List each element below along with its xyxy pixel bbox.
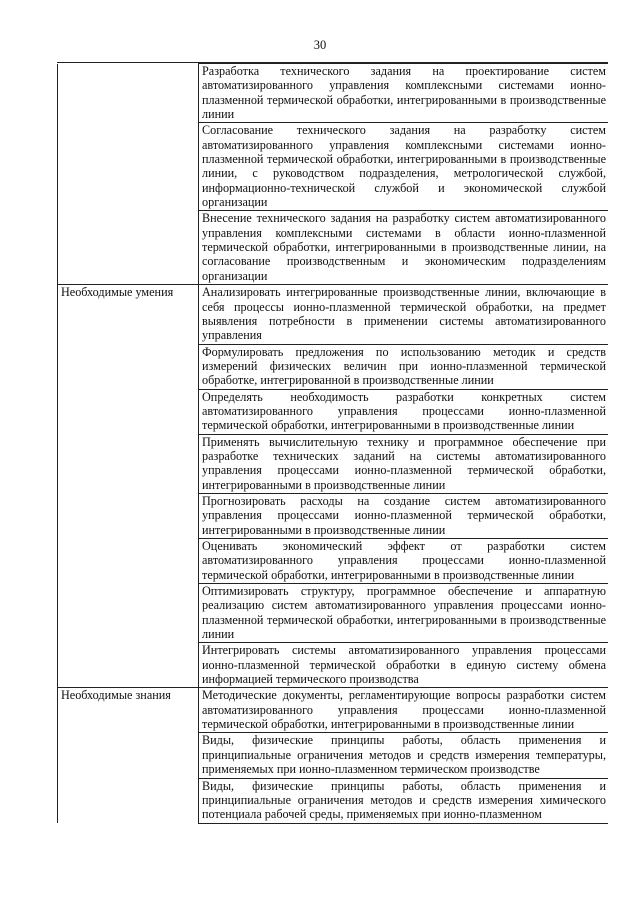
list-item: Разработка технического задания на проектирование систем автоматизированного управления комплексными системами ионно-плазменной термической обработки, интегрированными в производственные линии	[202, 64, 606, 122]
list-item: Формулировать предложения по использованию методик и средств измерений физических величин при ионно-плазменной термической обработке, интегрированной в производственные линии	[202, 344, 606, 388]
list-item: Анализировать интегрированные производственные линии, включающие в себя процессы ионно-плазменной термической обработки, на предмет выявления потребности в применении системы автоматизированного управления	[202, 285, 606, 343]
list-item: Применять вычислительную технику и программное обеспечение при разработке технических заданий на системы автоматизированного управления процессами ионно-плазменной термической обработки, интегрированными в производственные линии	[202, 434, 606, 492]
list-item: Оценивать экономический эффект от разработки систем автоматизированного управления процессами ионно-плазменной термической обработки, интегрированными в производственные линии	[202, 539, 606, 582]
table-cell	[199, 688, 609, 733]
table-cell	[199, 285, 609, 344]
list-item: Согласование технического задания на разработку систем автоматизированного управления комплексными системами ионно-плазменной термической обработки, интегрированными в производственные линии, с руководством подразделения, метрологической службой, информационно-технической службой и экономической службой организации	[202, 123, 606, 210]
table-frame	[57, 62, 608, 902]
list-item: Оптимизировать структуру, программное обеспечение и аппаратную реализацию систем автоматизированного управления процессами ионно-плазменной термической обработки, интегрированными в производственные линии	[202, 584, 606, 642]
list-item: Методические документы, регламентирующие вопросы разработки систем автоматизированного управления процессами ионно-плазменной термической обработки, интегрированными в производственные линии	[202, 688, 606, 732]
list-item: Интегрировать системы автоматизированного управления процессами ионно-плазменной термической обработки в единую систему обмена информацией термического производства	[202, 643, 606, 687]
table-cell	[199, 778, 609, 823]
table-cell	[199, 389, 609, 434]
table-cell	[199, 493, 609, 538]
list-item: Виды, физические принципы работы, область применения и принципиальные ограничения методов и средств измерения температуры, применяемых при ионно-плазменном термическом производстве	[202, 733, 606, 777]
section-label-cell	[58, 688, 199, 823]
section-label-cell	[58, 64, 199, 285]
table-cell	[199, 539, 609, 584]
table-cell	[199, 211, 609, 285]
table-cell	[199, 64, 609, 123]
section-label-skills: Необходимые умения	[61, 285, 174, 300]
table-cell	[199, 584, 609, 643]
table-row	[58, 285, 609, 344]
page-number: 30	[313, 38, 327, 52]
table-row	[58, 64, 609, 123]
list-item: Определять необходимость разработки конкретных систем автоматизированного управления процессами ионно-плазменной термической обработки, интегрированными в производственные линии	[202, 389, 606, 433]
table-cell	[199, 643, 609, 688]
requirements-table	[57, 63, 608, 824]
table-row	[58, 688, 609, 733]
table-cell	[199, 733, 609, 778]
section-label-cell	[58, 285, 199, 688]
table-cell	[199, 434, 609, 493]
table-cell	[199, 344, 609, 389]
list-item: Внесение технического задания на разработку систем автоматизированного управления комплексными системами в области ионно-плазменной термической обработки, интегрированными в производственные линии, на согласование производственным и экономическим подразделениям организации	[202, 211, 606, 283]
section-label-knowledge: Необходимые знания	[61, 688, 171, 703]
list-item: Прогнозировать расходы на создание систем автоматизированного управления процессами ионно-плазменной термической обработки, интегрированными в производственные линии	[202, 493, 606, 537]
table-cell	[199, 123, 609, 211]
list-item: Виды, физические принципы работы, область применения и принципиальные ограничения методов и средств измерения химического потенциала рабочей среды, применяемых при ионно-плазменном	[202, 778, 606, 822]
